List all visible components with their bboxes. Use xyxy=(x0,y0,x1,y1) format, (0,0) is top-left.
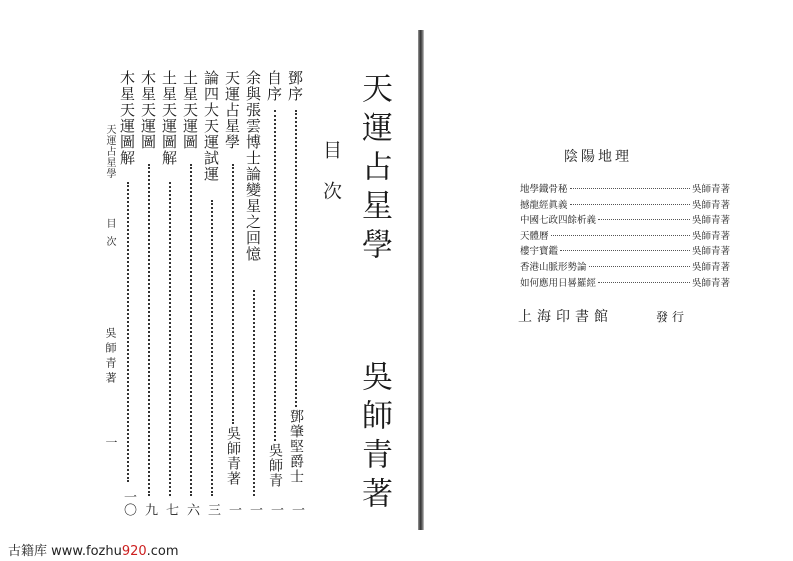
toc-leader-dots xyxy=(211,200,213,496)
toc-entry-page: 一 xyxy=(268,503,283,516)
list-item xyxy=(520,243,730,259)
site-watermark xyxy=(8,540,179,559)
site-name: 古籍库 xyxy=(8,544,48,559)
book-title-item: 地學鐵骨秘 xyxy=(520,184,568,195)
toc-entry-label: 木星天運圖解 xyxy=(118,70,136,166)
toc-entry xyxy=(264,70,286,516)
list-item xyxy=(520,275,730,291)
toc-leader-dots xyxy=(232,164,234,424)
toc-entry xyxy=(285,70,307,516)
toc-entry-page: 六 xyxy=(184,503,199,516)
list-item xyxy=(520,212,730,228)
toc-entry-label: 土星天運圖 xyxy=(181,70,199,150)
leader-dots xyxy=(560,250,690,251)
toc-entry-page: 一〇 xyxy=(121,490,136,516)
book-author-item: 吳師青著 xyxy=(691,215,730,227)
toc-entry-label: 自序 xyxy=(265,70,283,102)
toc-leader-dots xyxy=(274,110,276,441)
running-head-title: 天運占星學 xyxy=(104,124,115,179)
toc-entry-page: 七 xyxy=(163,503,178,516)
running-head-section: 目次 xyxy=(104,218,115,254)
list-item xyxy=(520,259,730,275)
publisher-name: 上海印書館 xyxy=(518,309,613,325)
toc-entry-page: 一 xyxy=(247,503,262,516)
toc-entry-label: 余與張雲博士論變星之回憶 xyxy=(244,70,262,262)
book-author-item: 吳師青著 xyxy=(691,230,730,242)
toc-entry-page: 一 xyxy=(289,503,304,516)
toc-entry xyxy=(117,70,139,516)
book-author-item: 吳師青著 xyxy=(691,261,730,273)
toc-entry-label: 鄧序 xyxy=(286,70,304,102)
leader-dots xyxy=(570,204,690,205)
book-author-item: 吳師青著 xyxy=(691,184,730,195)
toc-entry xyxy=(180,70,202,516)
toc-entry xyxy=(159,70,181,516)
running-head-author: 吳師青著 xyxy=(104,327,117,387)
book-title-item: 中國七政四餘析義 xyxy=(520,215,597,227)
book-author-item: 吳師青著 xyxy=(691,277,730,289)
leader-dots xyxy=(551,235,690,236)
book-author: 吳師青著 xyxy=(356,360,392,516)
toc-entry-page: 九 xyxy=(142,503,157,516)
toc-leader-dots xyxy=(127,182,129,482)
toc-entry xyxy=(243,70,265,516)
toc-entry-label: 天運占星學 xyxy=(223,70,241,150)
toc-entry-label: 土星天運圖解 xyxy=(160,70,178,166)
toc-entry-author: 吳師青 xyxy=(267,443,283,488)
leader-dots xyxy=(598,282,690,283)
leader-dots xyxy=(598,219,690,220)
book-title-item: 撼龍經眞義 xyxy=(520,199,568,211)
book-title-item: 天體曆 xyxy=(520,230,549,242)
issue-label: 發行 xyxy=(656,310,689,324)
site-url-prefix: www.fozhu xyxy=(51,544,122,559)
book-title: 天運占星學 xyxy=(356,72,392,267)
toc-entry-page: 三 xyxy=(205,503,220,516)
running-head-page: 一 xyxy=(104,436,118,448)
leader-dots xyxy=(570,188,690,189)
toc-leader-dots xyxy=(190,164,192,496)
leader-dots xyxy=(589,266,690,267)
toc-entry-author: 鄧肇堅爵士 xyxy=(288,409,304,484)
book-author-item: 吳師青著 xyxy=(691,246,730,258)
right-page xyxy=(424,0,793,535)
book-author-item: 吳師青著 xyxy=(691,199,730,211)
list-item xyxy=(520,228,730,244)
toc-leader-dots xyxy=(148,164,150,496)
toc-entry-author: 吳師青著 xyxy=(225,426,241,486)
site-url-suffix: .com xyxy=(146,544,179,559)
toc-entry xyxy=(201,70,223,516)
toc-entry xyxy=(138,70,160,516)
toc-entry-label: 木星天運圖 xyxy=(139,70,157,150)
series-title: 陰陽地理 xyxy=(564,149,632,165)
site-url-number: 920 xyxy=(121,544,147,559)
list-item xyxy=(520,197,730,213)
toc-leader-dots xyxy=(253,290,255,496)
toc-leader-dots xyxy=(295,110,297,407)
book-title-item: 香港山脈形勢論 xyxy=(520,261,587,273)
book-title-item: 如何應用日晷羅經 xyxy=(520,277,597,289)
toc-heading: 目次 xyxy=(320,140,342,222)
toc-entry-label: 論四大天運試運 xyxy=(202,70,220,182)
list-item xyxy=(520,181,730,197)
toc-entry xyxy=(222,70,244,516)
toc-leader-dots xyxy=(169,182,171,496)
book-title-item: 樓宇寶鑑 xyxy=(520,246,559,258)
book-list xyxy=(520,181,730,290)
toc-entry-page: 一 xyxy=(226,503,241,516)
